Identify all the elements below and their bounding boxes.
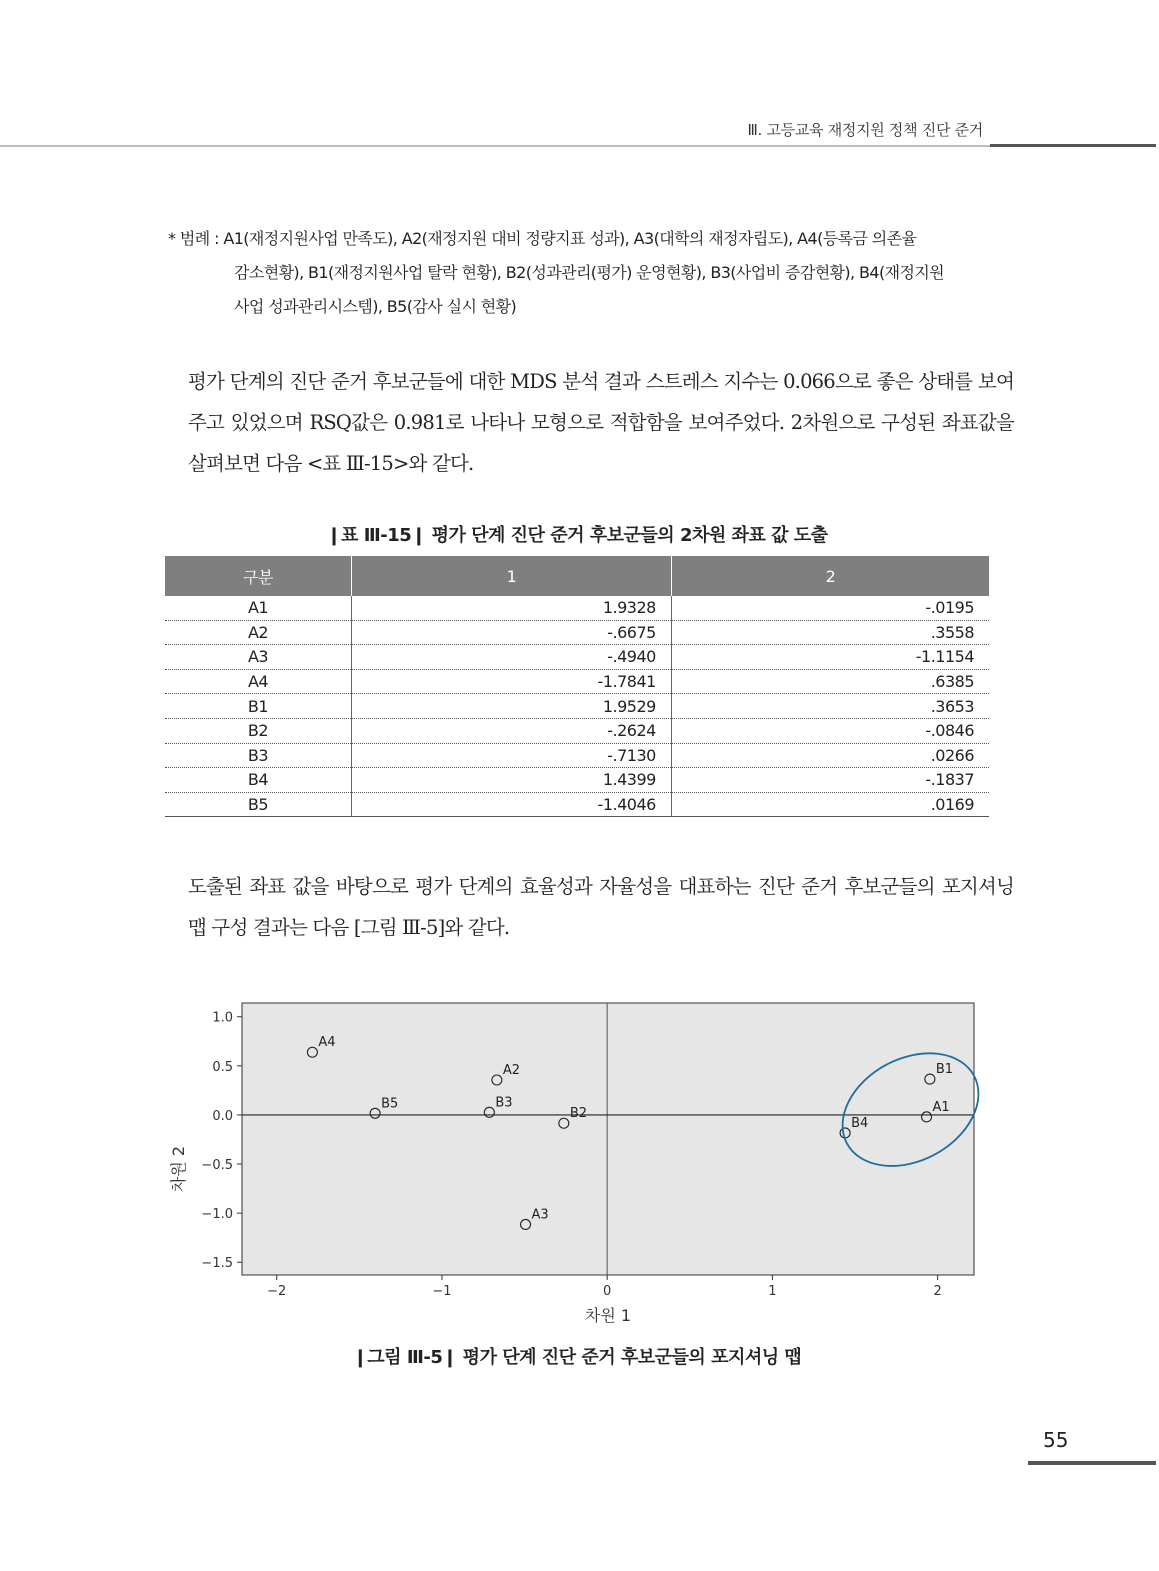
row-label: A2 (165, 620, 352, 645)
x-tick-label: −1 (432, 1284, 452, 1299)
cell-value: -.6675 (352, 620, 672, 645)
legend-line: * 범례 : A1(재정지원사업 만족도), A2(재정지원 대비 정량지표 성과), A3(대학의 재정자립도), A4(등록금 의존율 (168, 229, 917, 248)
y-axis-label: 차원 2 (169, 1145, 188, 1193)
cell-value: 1.9529 (352, 694, 672, 719)
footer-bar (1028, 1461, 1156, 1465)
cell-value: -.0846 (671, 718, 989, 743)
cell-value: 1.4399 (352, 768, 672, 793)
legend-line: 감소현황), B1(재정지원사업 탈락 현황), B2(성과관리(평가) 운영현황), B3(사업비 증감현황), B4(재정지원 (234, 263, 945, 282)
header-divider-accent (990, 144, 1156, 147)
point-label: B2 (569, 1106, 588, 1122)
row-label: A1 (165, 596, 352, 620)
row-label: B4 (165, 768, 352, 793)
point-label: B5 (381, 1096, 399, 1112)
point-label: B4 (851, 1115, 869, 1131)
y-tick-label: 1.0 (212, 1010, 233, 1026)
cell-value: .3653 (671, 694, 989, 719)
y-tick-label: 0.5 (212, 1059, 233, 1075)
row-label: B1 (165, 694, 352, 719)
row-label: B5 (165, 792, 352, 817)
point-label: A4 (318, 1035, 336, 1051)
table-row (165, 792, 989, 817)
cell-value: -.2624 (352, 718, 672, 743)
x-tick-label: 1 (768, 1284, 777, 1299)
table-row (165, 743, 989, 768)
y-tick-label: −1.5 (201, 1256, 233, 1272)
point-label: B3 (495, 1095, 513, 1111)
legend-note (168, 222, 998, 324)
point-label: A1 (932, 1099, 950, 1115)
table-row (165, 718, 989, 743)
page-number: 55 (1043, 1428, 1069, 1452)
positioning-map-chart (160, 995, 990, 1335)
cell-value: .6385 (671, 669, 989, 694)
cell-value: -.1837 (671, 768, 989, 793)
legend-line: 사업 성과관리시스템), B5(감사 실시 현황) (234, 297, 517, 316)
point-label: B1 (935, 1062, 954, 1078)
cell-value: -.7130 (352, 743, 672, 768)
cell-value: -.0195 (671, 596, 989, 620)
cell-value: -1.4046 (352, 792, 672, 817)
point-label: A3 (531, 1207, 549, 1223)
table-row (165, 669, 989, 694)
table-row (165, 645, 989, 670)
x-tick-label: 2 (933, 1284, 942, 1299)
coordinates-table (165, 556, 989, 817)
cell-value: -.4940 (352, 645, 672, 670)
x-tick-label: 0 (603, 1284, 612, 1299)
plot-area (242, 1003, 974, 1275)
table-caption: ❙표 Ⅲ-15❙ 평가 단계 진단 준거 후보군들의 2차원 좌표 값 도출 (326, 525, 828, 546)
cell-value: .0266 (671, 743, 989, 768)
row-label: A3 (165, 645, 352, 670)
cell-value: -1.7841 (352, 669, 672, 694)
point-label: A2 (502, 1063, 521, 1079)
figure-caption: ❙그림 Ⅲ-5❙ 평가 단계 진단 준거 후보군들의 포지셔닝 맵 (352, 1347, 802, 1368)
body-paragraph: 도출된 좌표 값을 바탕으로 평가 단계의 효율성과 자율성을 대표하는 진단 준거 후보군들의 포지셔닝 맵 구성 결과는 다음 [그림 Ⅲ-5]와 같다. (188, 875, 1014, 939)
running-header: Ⅲ. 고등교육 재정지원 정책 진단 준거 (747, 121, 983, 139)
header-divider (0, 145, 990, 147)
cell-value: .0169 (671, 792, 989, 817)
x-tick-label: −2 (267, 1284, 287, 1299)
y-tick-label: −0.5 (201, 1158, 233, 1174)
cell-value: .3558 (671, 620, 989, 645)
y-tick-label: −1.0 (201, 1207, 233, 1223)
cell-value: -1.1154 (671, 645, 989, 670)
x-axis-label: 차원 1 (584, 1306, 632, 1325)
cell-value: 1.9328 (352, 596, 672, 620)
column-header: 1 (352, 556, 672, 596)
column-header: 구분 (165, 556, 352, 596)
row-label: A4 (165, 669, 352, 694)
row-label: B2 (165, 718, 352, 743)
table-row (165, 768, 989, 793)
table-row (165, 596, 989, 620)
row-label: B3 (165, 743, 352, 768)
column-header: 2 (671, 556, 989, 596)
table-row (165, 620, 989, 645)
y-tick-label: 0.0 (212, 1108, 233, 1124)
body-paragraph: 평가 단계의 진단 준거 후보군들에 대한 MDS 분석 결과 스트레스 지수는 0.066으로 좋은 상태를 보여주고 있었으며 RSQ값은 0.981로 나타나 모형으로 적합함을 보여주었다. 2차원으로 구성된 좌표값을 살펴보면 다음 <표 Ⅲ-15>와 같다. (188, 370, 1014, 475)
table-row (165, 694, 989, 719)
